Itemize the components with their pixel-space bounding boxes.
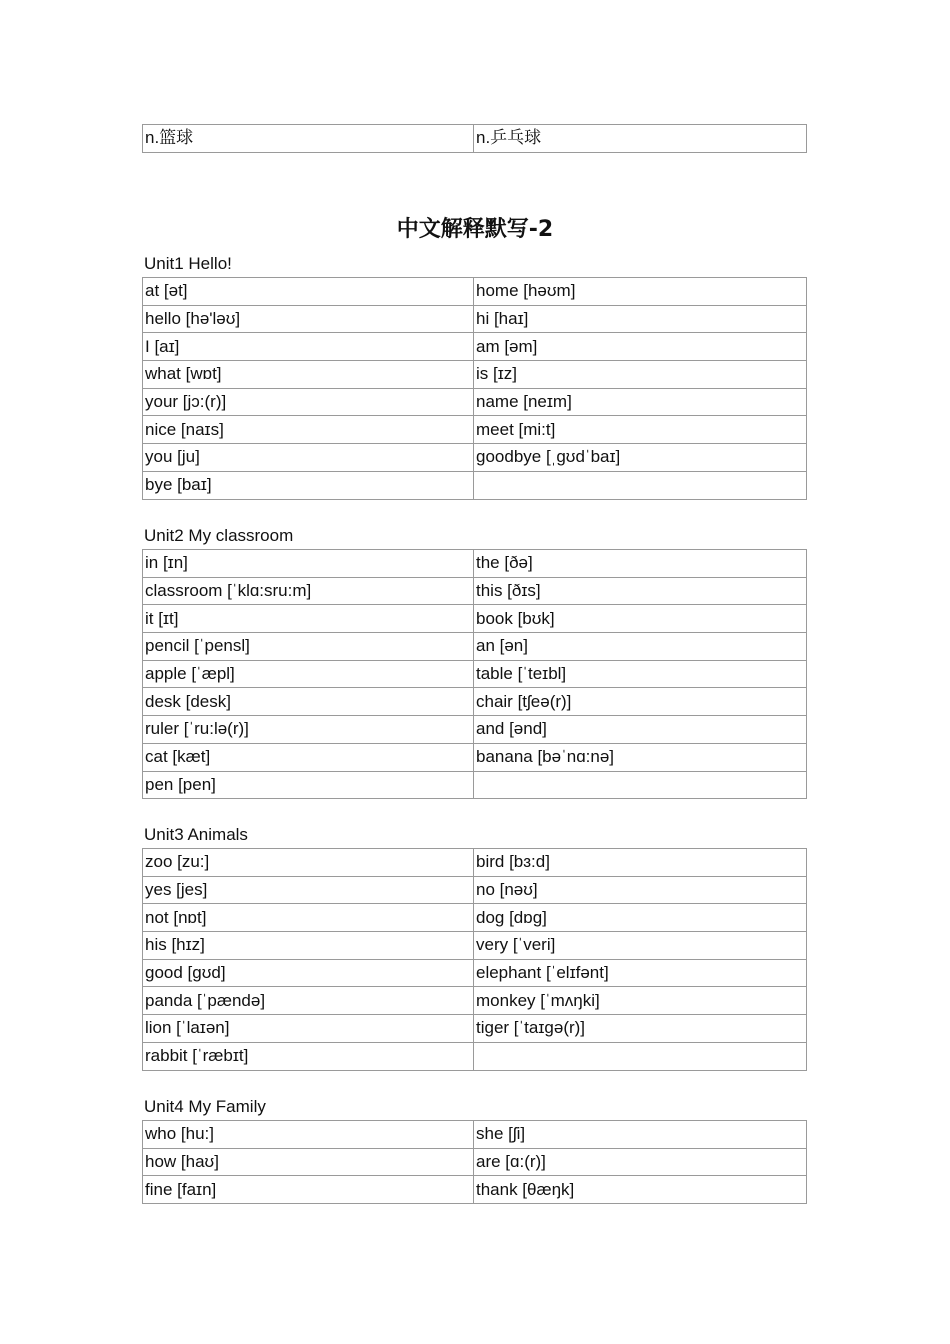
table-cell: are [ɑ:(r)] [474,1148,807,1176]
table-row [143,1148,807,1176]
table-cell: pencil [ˈpensl] [143,633,474,661]
unit-heading: Unit4 My Family [144,1097,266,1116]
table-cell: his [hɪz] [143,932,474,960]
table-row [143,577,807,605]
unit2-vocab-table [142,549,807,799]
table-cell: at [ət] [143,278,474,306]
table-row [143,1042,807,1070]
table-cell: desk [desk] [143,688,474,716]
table-cell [474,471,807,499]
table-row [143,361,807,389]
table-row [143,444,807,472]
table-row [143,471,807,499]
table-cell: nice [naɪs] [143,416,474,444]
table-cell: rabbit [ˈræbɪt] [143,1042,474,1070]
table-cell: yes [jes] [143,876,474,904]
table-cell: meet [mi:t] [474,416,807,444]
table-cell: how [haʊ] [143,1148,474,1176]
table-row [143,1015,807,1043]
table-row [143,743,807,771]
table-cell: zoo [zu:] [143,849,474,877]
table-cell: elephant [ˈelɪfənt] [474,959,807,987]
table-cell: cat [kæt] [143,743,474,771]
table-cell: she [ʃi] [474,1121,807,1149]
table-cell: fine [faɪn] [143,1176,474,1204]
table-cell: it [ɪt] [143,605,474,633]
table-row [143,125,807,153]
table-cell: book [bʊk] [474,605,807,633]
table-cell: name [neɪm] [474,388,807,416]
table-cell: who [hu:] [143,1121,474,1149]
table-cell: goodbye [ˌɡʊdˈbaɪ] [474,444,807,472]
table-cell: bird [bɜ:d] [474,849,807,877]
table-cell: no [nəʊ] [474,876,807,904]
table-cell: what [wɒt] [143,361,474,389]
unit1-vocab-table [142,277,807,500]
table-cell: thank [θæŋk] [474,1176,807,1204]
unit-heading: Unit2 My classroom [144,526,294,545]
table-row [143,1121,807,1149]
table-cell: home [həʊm] [474,278,807,306]
table-row [143,633,807,661]
table-cell: the [ðə] [474,550,807,578]
table-cell: ruler [ˈru:lə(r)] [143,716,474,744]
table-row [143,987,807,1015]
table-row [143,305,807,333]
table-row [143,416,807,444]
table-cell: I [aɪ] [143,333,474,361]
table-cell: n.篮球 [143,125,474,153]
table-row [143,660,807,688]
table-cell: banana [bəˈnɑ:nə] [474,743,807,771]
table-cell: and [ənd] [474,716,807,744]
table-cell: hi [haɪ] [474,305,807,333]
table-row [143,716,807,744]
table-row [143,278,807,306]
table-cell: is [ɪz] [474,361,807,389]
table-cell: this [ðɪs] [474,577,807,605]
table-row [143,876,807,904]
table-cell: apple [ˈæpl] [143,660,474,688]
page-title: 中文解释默写-2 [396,217,554,242]
table-row [143,605,807,633]
table-cell: bye [baɪ] [143,471,474,499]
table-cell: chair [tʃeə(r)] [474,688,807,716]
unit-heading: Unit1 Hello! [144,254,232,273]
table-cell: good [ɡʊd] [143,959,474,987]
table-cell: tiger [ˈtaɪɡə(r)] [474,1015,807,1043]
table-cell: an [ən] [474,633,807,661]
table-cell: lion [ˈlaɪən] [143,1015,474,1043]
table-row [143,904,807,932]
table-row [143,959,807,987]
table-cell: monkey [ˈmʌŋki] [474,987,807,1015]
unit3-vocab-table [142,848,807,1071]
table-cell: am [əm] [474,333,807,361]
table-cell: very [ˈveri] [474,932,807,960]
table-cell: n.乒乓球 [474,125,807,153]
table-cell: table [ˈteɪbl] [474,660,807,688]
table-row [143,388,807,416]
table-cell: classroom [ˈklɑ:sru:m] [143,577,474,605]
table-cell: your [jɔ:(r)] [143,388,474,416]
table-cell: pen [pen] [143,771,474,799]
table-row [143,550,807,578]
table-row [143,1176,807,1204]
table-cell: dog [dɒɡ] [474,904,807,932]
table-cell [474,1042,807,1070]
table-cell: you [ju] [143,444,474,472]
unit-heading: Unit3 Animals [144,825,248,844]
table-cell: not [nɒt] [143,904,474,932]
table-row [143,688,807,716]
table-cell: hello [hə'ləʊ] [143,305,474,333]
table-cell: in [ɪn] [143,550,474,578]
table-cell [474,771,807,799]
table-row [143,333,807,361]
unit4-vocab-table [142,1120,807,1204]
table-row [143,771,807,799]
table-row [143,849,807,877]
table-cell: panda [ˈpændə] [143,987,474,1015]
table-row [143,932,807,960]
top-vocab-table [142,124,807,153]
